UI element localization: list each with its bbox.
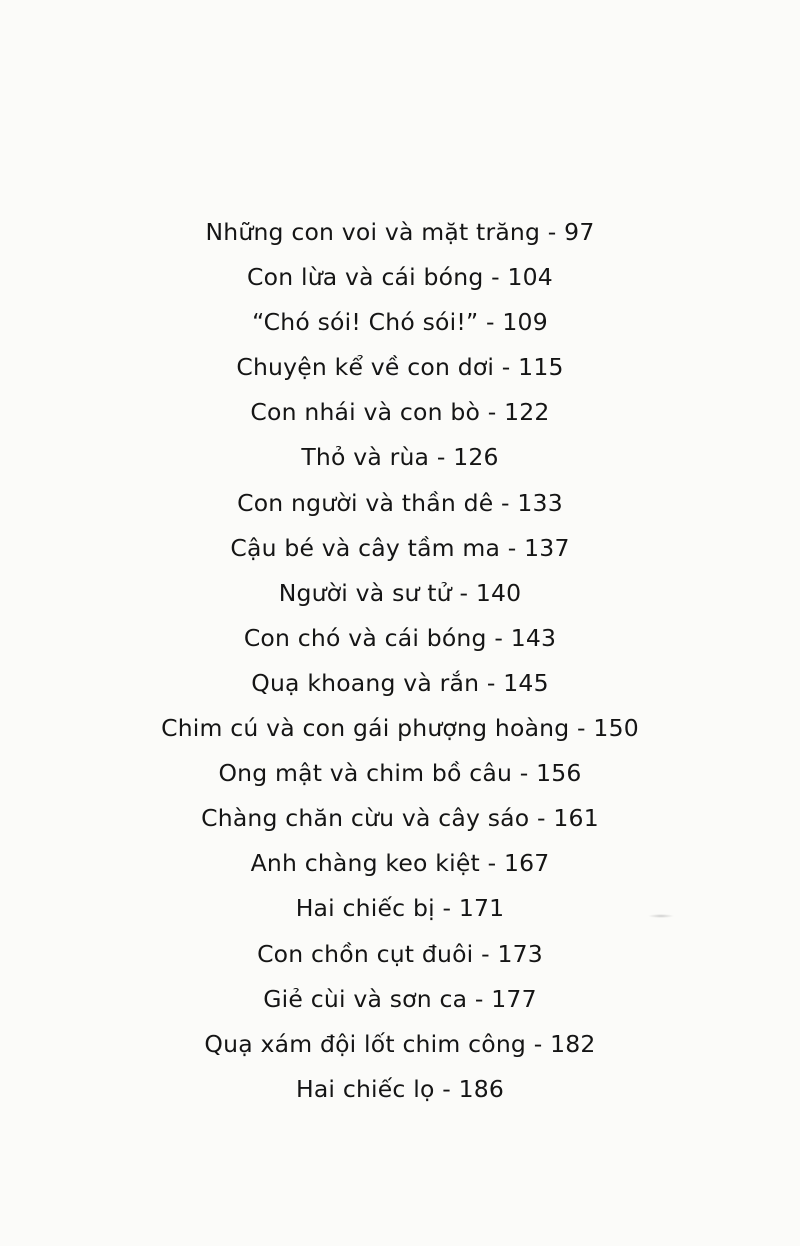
toc-entry-page: 167 [503, 849, 550, 878]
toc-entry-title: Quạ khoang và rắn [251, 668, 480, 697]
toc-entry [0, 977, 800, 1022]
toc-separator: - [451, 578, 476, 607]
toc-entry-title: Con chồn cụt đuôi [257, 939, 474, 968]
table-of-contents [0, 210, 800, 1112]
toc-entry-page: 122 [504, 398, 550, 427]
toc-separator: - [478, 308, 503, 337]
toc-entry-page: 109 [502, 308, 548, 337]
toc-separator: - [486, 623, 511, 652]
toc-separator: - [493, 488, 518, 517]
toc-entry-page: 177 [491, 984, 537, 1013]
toc-entry-title: Chuyện kể về con dơi [236, 353, 495, 382]
toc-separator: - [479, 668, 504, 697]
toc-entry-page: 173 [497, 939, 543, 968]
toc-entry-page: 115 [518, 353, 564, 382]
toc-separator: - [529, 804, 554, 833]
toc-entry [0, 300, 800, 345]
toc-entry-title: Hai chiếc lọ [295, 1074, 435, 1103]
toc-entry-page: 140 [475, 578, 522, 607]
toc-entry-title: Con nhái và con bò [250, 398, 481, 427]
toc-entry-title: Cậu bé và cây tầm ma [230, 533, 501, 562]
toc-entry [0, 841, 800, 886]
toc-entry-page: 182 [550, 1029, 596, 1058]
toc-separator: - [494, 353, 519, 382]
toc-entry-page: 143 [510, 623, 557, 652]
toc-entry [0, 1067, 800, 1112]
toc-entry-title: Con lừa và cái bóng [247, 263, 484, 292]
toc-entry [0, 481, 800, 526]
toc-entry-title: Con chó và cái bóng [243, 623, 487, 652]
toc-separator: - [540, 218, 565, 246]
toc-entry-page: 171 [458, 894, 505, 923]
toc-separator: - [500, 533, 525, 562]
toc-entry-title: Giẻ cùi và sơn ca [263, 984, 468, 1013]
toc-entry [0, 616, 800, 661]
toc-separator: - [434, 894, 459, 923]
toc-entry [0, 886, 800, 931]
toc-entry-page: 137 [524, 533, 570, 562]
toc-entry [0, 255, 800, 300]
toc-entry [0, 210, 800, 255]
toc-entry [0, 1022, 800, 1067]
toc-entry [0, 571, 800, 616]
toc-entry-page: 104 [507, 263, 553, 292]
toc-separator: - [479, 849, 504, 878]
toc-entry-title: Người và sư tử [278, 578, 452, 607]
toc-entry-title: Chim cú và con gái phượng hoàng [161, 714, 570, 743]
toc-separator: - [473, 939, 498, 968]
toc-entry-title: Chàng chăn cừu và cây sáo [201, 804, 530, 833]
toc-entry [0, 932, 800, 977]
toc-entry-title: Quạ xám đội lốt chim công [204, 1029, 527, 1058]
toc-entry-title: Anh chàng keo kiệt [250, 849, 480, 878]
toc-entry-title: Những con voi và mặt trăng [205, 218, 541, 246]
toc-entry [0, 751, 800, 796]
toc-separator: - [429, 443, 454, 472]
toc-entry-page: 97 [564, 218, 595, 246]
toc-entry-page: 156 [536, 759, 582, 788]
toc-entry [0, 526, 800, 571]
toc-entry-page: 186 [458, 1074, 505, 1103]
toc-entry-page: 145 [503, 668, 549, 697]
toc-entry [0, 345, 800, 390]
toc-separator: - [512, 759, 537, 788]
toc-entry-title: Con người và thần dê [237, 488, 494, 517]
toc-separator: - [467, 984, 492, 1013]
toc-separator: - [569, 714, 594, 743]
toc-entry-title: Hai chiếc bị [295, 894, 435, 923]
toc-entry-page: 133 [517, 488, 563, 517]
toc-entry-title: Thỏ và rùa [301, 443, 430, 472]
toc-entry-page: 161 [553, 804, 599, 833]
toc-entry-title: Ong mật và chim bồ câu [218, 759, 513, 788]
toc-entry [0, 661, 800, 706]
toc-separator: - [483, 263, 508, 292]
toc-separator: - [434, 1074, 459, 1103]
toc-entry [0, 435, 800, 480]
toc-entry [0, 706, 800, 751]
toc-entry-page: 150 [593, 714, 639, 743]
toc-entry [0, 390, 800, 435]
toc-separator: - [480, 398, 505, 427]
toc-entry [0, 796, 800, 841]
toc-entry-title: “Chó sói! Chó sói!” [252, 308, 479, 337]
toc-entry-page: 126 [453, 443, 499, 472]
toc-separator: - [526, 1029, 551, 1058]
